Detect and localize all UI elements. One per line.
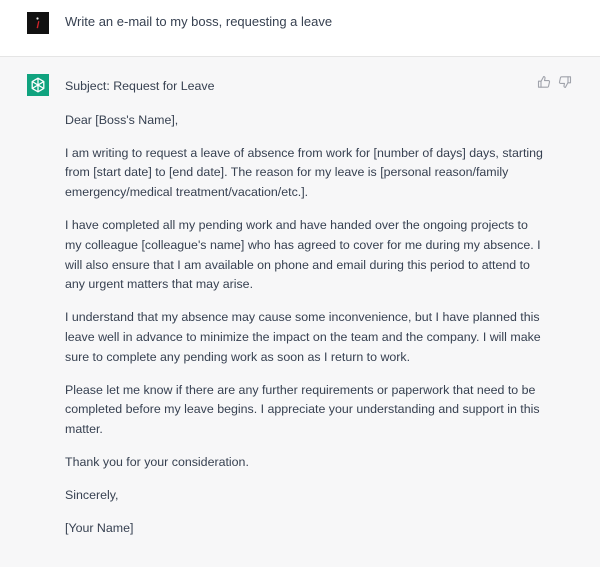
assistant-response [65, 77, 545, 551]
email-paragraph: I understand that my absence may cause some inconvenience, but I have planned this leave well in advance to minimize the impact on the team and the company. I will make sure to complete any pending work as soon as I return to work. [65, 310, 541, 364]
user-message-row [0, 0, 600, 57]
email-paragraph: I am writing to request a leave of absence from work for [number of days] days, starting from [start date] to [end date]. The reason for my leave is [personal reason/family emergency/medical treatment/vacation/etc.]. [65, 145, 543, 200]
email-paragraph: I have completed all my pending work and have handed over the ongoing projects to my colleague [colleague's name] who has agreed to cover for me during my absence. I will also ensure that I am available on phone and email during this period to attend to any urgent matters that may arise. [65, 217, 541, 292]
assistant-message-row [0, 57, 600, 567]
email-signature: [Your Name] [65, 520, 134, 535]
email-subject: Subject: Request for Leave [65, 79, 215, 93]
email-greeting: Dear [Boss's Name], [65, 112, 179, 127]
email-signoff: Sincerely, [65, 487, 119, 502]
openai-logo-icon [27, 74, 49, 96]
thumbs-down-icon[interactable] [558, 75, 572, 89]
email-closing-thanks: Thank you for your consideration. [65, 454, 249, 469]
user-avatar-icon [27, 12, 49, 34]
user-message-text: Write an e-mail to my boss, requesting a leave [65, 14, 333, 29]
email-paragraph: Please let me know if there are any further requirements or paperwork that need to be completed before my leave begins. I appreciate your understanding and support in this matter. [65, 382, 540, 437]
